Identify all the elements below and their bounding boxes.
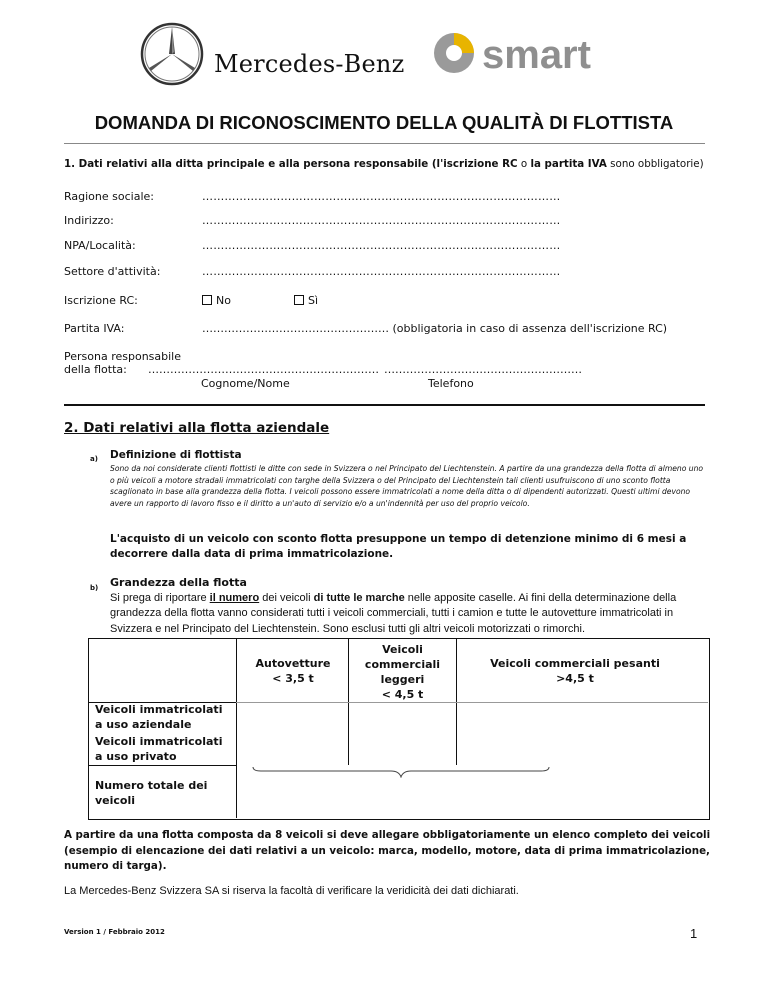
smart-logo bbox=[432, 30, 612, 76]
row-totale bbox=[95, 778, 207, 808]
fleet-size-text-2: il numero bbox=[209, 592, 260, 604]
label-iscrizione-rc: Iscrizione RC: bbox=[64, 294, 138, 307]
fleet-size-text-3: dei veicoli bbox=[259, 592, 314, 604]
definition-text: Sono da noi considerate clienti flottisti le ditte con sede in Svizzera o nel Principato del Liechtenstein. A partire da una grandezza della flotta di almeno uno o più veicoli a motore stradali immatricolati con targhe della Svizzera o del Principato del Liechtenstein tali clienti usufruiscono di uno sconto flotta scaglionato in base alla grandezza della flotta. I veicoli possono essere immatricolati a nome della ditta o di dipendenti autorizzati. Questi ultimi devono avere un rapporto di lavoro fisso e il diritto a un'auto di servizio e/o a un'indennità per uso del proprio veicolo. bbox=[110, 464, 704, 508]
marker-a: a) bbox=[90, 455, 98, 463]
page-number: 1 bbox=[690, 926, 698, 941]
label-indirizzo: Indirizzo: bbox=[64, 214, 114, 227]
s1-heading-part2: o bbox=[517, 158, 531, 170]
definition-title: Definizione di flottista bbox=[110, 449, 242, 461]
col-commerciali-pesanti: Veicoli commerciali pesanti >4,5 t bbox=[490, 657, 660, 685]
section-1-heading bbox=[64, 158, 704, 170]
col-commerciali-leggeri bbox=[349, 642, 456, 702]
holding-period-note: L'acquisto di un veicolo con sconto flotta presuppone un tempo di detenzione minimo di 6 mesi a decorrere dalla data di prima immatricolazione. bbox=[110, 533, 687, 560]
checkbox-rc-no-label: No bbox=[216, 294, 231, 307]
row-uso-privato-line2: a uso privato bbox=[95, 750, 177, 763]
col-leggeri-line3: leggeri bbox=[380, 673, 425, 686]
caption-telefono: Telefono bbox=[428, 377, 474, 390]
checkbox-box[interactable] bbox=[202, 295, 212, 305]
row-uso-aziendale bbox=[95, 702, 222, 732]
field-indirizzo[interactable]: …………………………………………………………………………………… bbox=[202, 214, 561, 227]
col-autovetture bbox=[239, 656, 347, 686]
col-leggeri-line4: < 4,5 t bbox=[381, 688, 424, 701]
row-totale-line2: veicoli bbox=[95, 794, 136, 807]
field-npa-localita[interactable]: …………………………………………………………………………………… bbox=[202, 239, 561, 252]
marker-b: b) bbox=[90, 584, 99, 592]
smart-wordmark: smart bbox=[482, 33, 591, 76]
label-npa-localita: NPA/Località: bbox=[64, 239, 136, 252]
label-persona-responsabile: Persona responsabile bbox=[64, 350, 181, 363]
field-settore-attivita[interactable]: …………………………………………………………………………………… bbox=[202, 265, 561, 278]
cell-totale-input[interactable] bbox=[237, 774, 708, 817]
verification-note: La Mercedes-Benz Svizzera SA si riserva la facoltà di verificare la veridicità dei dati dichiarati. bbox=[64, 885, 519, 897]
label-ragione-sociale: Ragione sociale: bbox=[64, 190, 154, 203]
col-autovetture-line1: Autovetture bbox=[255, 657, 331, 670]
checkbox-box[interactable] bbox=[294, 295, 304, 305]
label-settore-attivita: Settore d'attività: bbox=[64, 265, 161, 278]
mercedes-benz-wordmark: Mercedes-Benz bbox=[214, 50, 405, 78]
row-uso-privato-line1: Veicoli immatricolati bbox=[95, 735, 223, 748]
table-hline bbox=[89, 765, 236, 766]
fleet-size-text-1: Si prega di riportare bbox=[110, 592, 210, 604]
checkbox-rc-si-label: Sì bbox=[308, 294, 319, 307]
fleet-size-title: Grandezza della flotta bbox=[110, 576, 247, 589]
attachment-note: A partire da una flotta composta da 8 veicoli si deve allegare obbligatoriamente un elenco completo dei veicoli (esempio di elencazione dei dati relativi a un veicolo: marca, modello, motore, data di prima immatricolazione, numero di targa). bbox=[64, 829, 711, 872]
total-brace bbox=[251, 766, 551, 778]
row-uso-aziendale-line2: a uso aziendale bbox=[95, 718, 192, 731]
field-partita-iva[interactable]: …………………………………………… bbox=[202, 322, 389, 335]
caption-cognome-nome: Cognome/Nome bbox=[201, 377, 290, 390]
s1-heading-part4: sono obbligatorie) bbox=[606, 158, 704, 170]
col-autovetture-line2: < 3,5 t bbox=[272, 672, 314, 685]
cell-autovetture-input[interactable] bbox=[237, 703, 347, 764]
field-cognome-nome[interactable]: ……………………………………………………… bbox=[148, 363, 379, 376]
partita-iva-line bbox=[202, 322, 667, 335]
s1-heading-part3: la partita IVA bbox=[530, 158, 607, 170]
checkbox-rc-no[interactable] bbox=[202, 294, 231, 307]
cell-pesanti-input[interactable] bbox=[457, 703, 708, 764]
field-ragione-sociale[interactable]: …………………………………………………………………………………… bbox=[202, 190, 561, 203]
partita-iva-note: (obbligatoria in caso di assenza dell'iscrizione RC) bbox=[389, 322, 668, 335]
section-divider bbox=[64, 404, 705, 406]
row-totale-line1: Numero totale dei bbox=[95, 779, 208, 792]
row-uso-aziendale-line1: Veicoli immatricolati bbox=[95, 703, 223, 716]
label-partita-iva: Partita IVA: bbox=[64, 322, 125, 335]
version-label: Version 1 / Febbraio 2012 bbox=[64, 928, 165, 936]
col-leggeri-line1: Veicoli bbox=[382, 643, 423, 656]
col-leggeri-line2: commerciali bbox=[364, 658, 441, 671]
field-telefono[interactable]: ……………………………………………… bbox=[384, 363, 582, 376]
s1-heading-part1: 1. Dati relativi alla ditta principale e alla persona responsabile (l'iscrizione RC bbox=[64, 158, 518, 170]
cell-leggeri-input[interactable] bbox=[349, 703, 455, 764]
page-title: DOMANDA DI RICONOSCIMENTO DELLA QUALITÀ DI FLOTTISTA bbox=[94, 112, 674, 133]
fleet-size-text-4: di tutte le marche bbox=[313, 592, 405, 604]
mercedes-star-logo bbox=[140, 22, 204, 86]
fleet-size-text bbox=[110, 591, 716, 637]
title-divider bbox=[64, 143, 705, 144]
checkbox-rc-si[interactable] bbox=[294, 294, 318, 307]
fleet-size-text-5: nelle apposite caselle. Ai fini della determinazione della grandezza della flotta vanno considerati tutti i veicoli commerciali, tutti i camion e tutte le autovetture immatricolati in Svizzera e nel Principato del Liechtenstein. Sono esclusi tutti gli altri veicoli motorizzati o rimorchi. bbox=[110, 592, 677, 635]
row-uso-privato bbox=[95, 734, 222, 764]
section-2-heading: 2. Dati relativi alla flotta aziendale bbox=[64, 420, 330, 436]
label-della-flotta: della flotta: bbox=[64, 363, 127, 376]
fleet-table bbox=[88, 638, 710, 820]
